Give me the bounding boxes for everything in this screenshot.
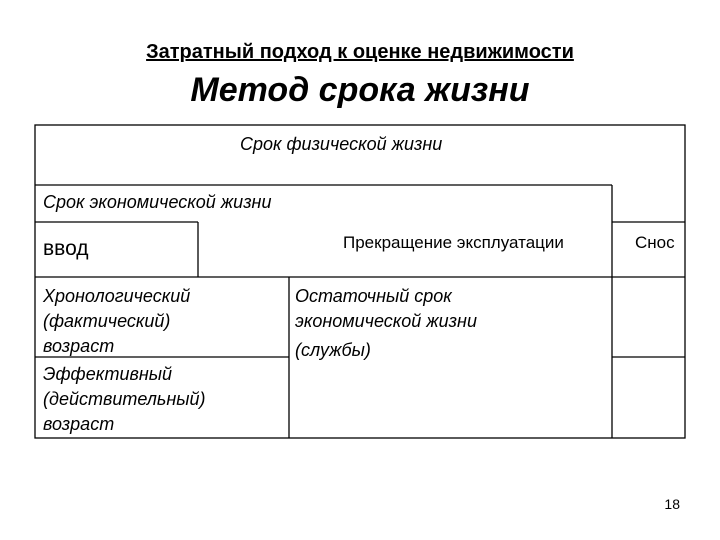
economic-life-label: Срок экономической жизни: [43, 192, 272, 212]
remaining-life-label: Остаточный срок экономической жизни (службы): [295, 286, 477, 360]
effective-age-label: Эффективный (действительный) возраст: [43, 364, 206, 434]
commissioning-label: ввод: [43, 237, 89, 260]
physical-life-label: Срок физической жизни: [240, 134, 443, 154]
page-number: 18: [664, 496, 680, 512]
slide-subtitle: Затратный подход к оценке недвижимости: [146, 41, 574, 63]
end-of-operation-label: Прекращение эксплуатации: [343, 233, 564, 252]
chronological-age-label: Хронологический (фактический) возраст: [43, 286, 191, 356]
demolition-label: Снос: [635, 233, 675, 252]
slide-title: Метод срока жизни: [190, 71, 530, 109]
